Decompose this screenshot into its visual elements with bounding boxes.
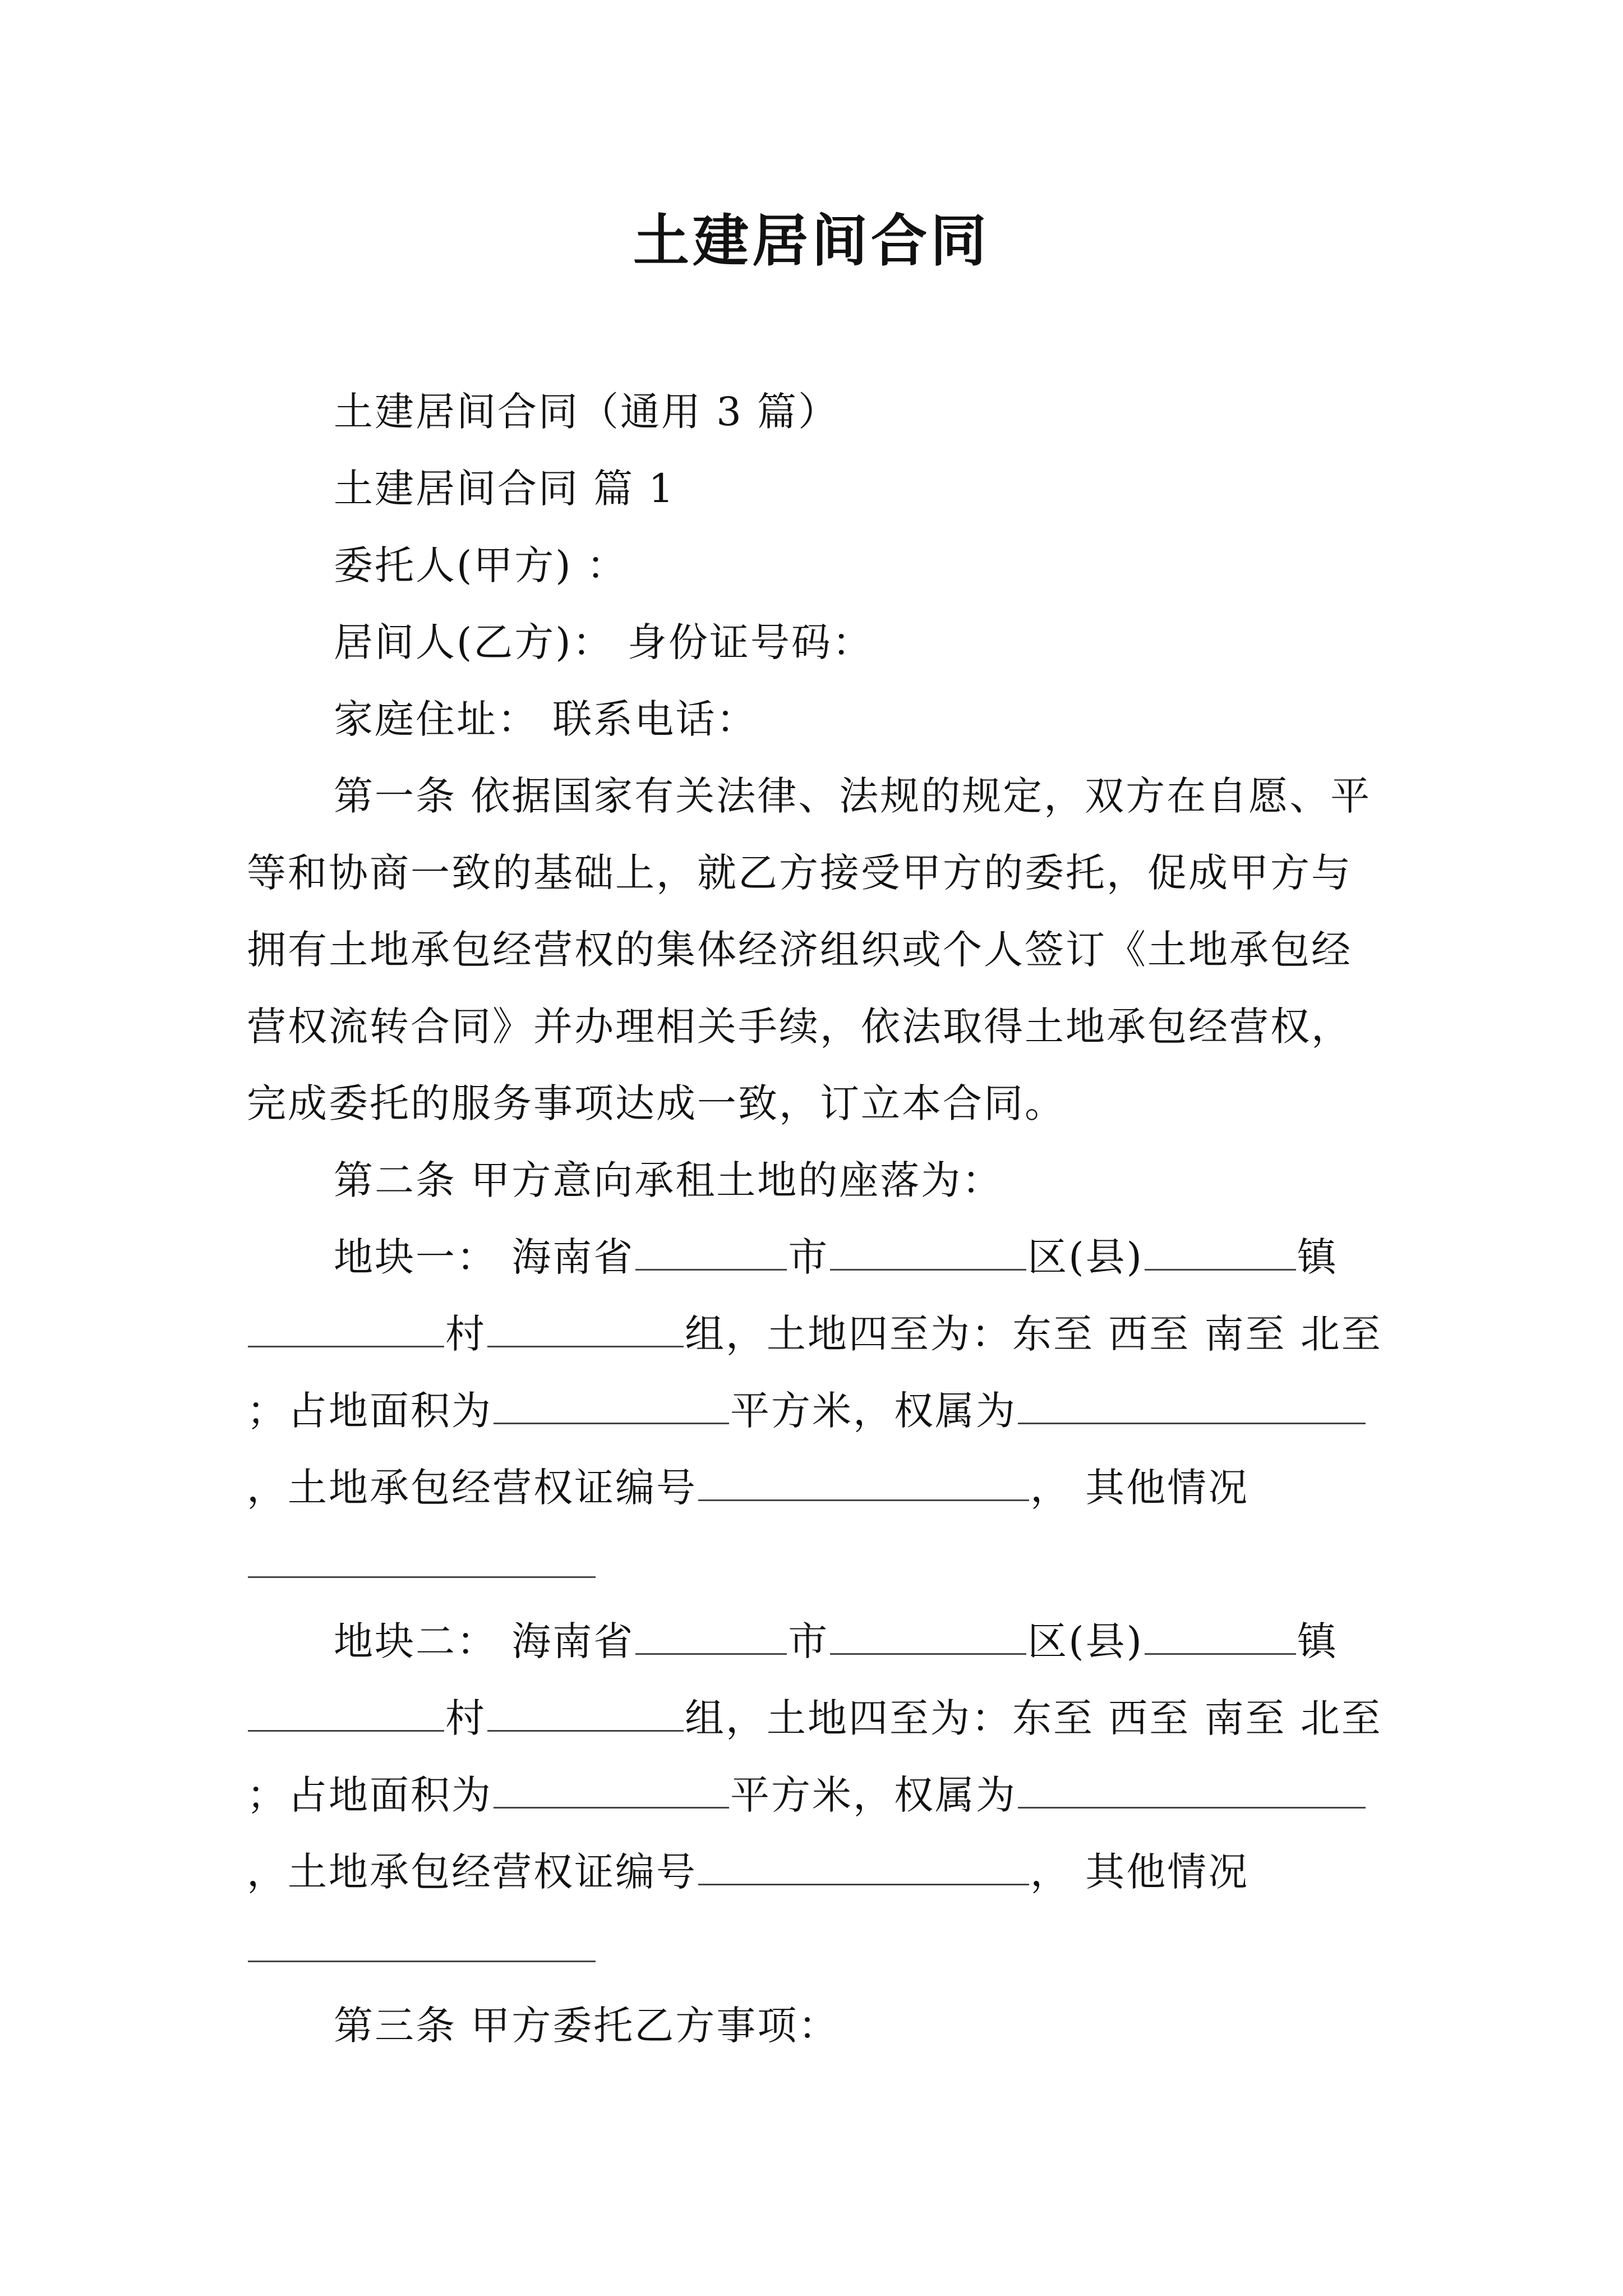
part-heading: 土建居间合同 篇 1 [334,466,676,512]
plot-2-group: 组，土地四至为：东至 西至 南至 北至 ；占地面积为 [247,1695,1382,1818]
document-body [247,374,1391,2064]
plot-2-cert: ，土地承包经营权证编号 [247,1849,697,1895]
blank-field [248,1313,444,1347]
blank-field [494,1390,729,1424]
plot-2-village: 村 [445,1695,486,1741]
plot-1-town: 镇 [1297,1234,1338,1280]
blank-field [1018,1390,1366,1424]
blank-field [698,1467,1029,1501]
blank-field [830,1621,1026,1655]
plot-2-city: 市 [788,1618,829,1664]
plot-2-area-unit: 平方米，权属为 [730,1772,1017,1818]
plot-1-other: ， 其他情况 [1030,1465,1249,1511]
blank-field [487,1313,684,1347]
plot-1-paragraph [247,1219,1391,1603]
article-1: 第一条 依据国家有关法律、法规的规定，双方在自愿、平等和协商一致的基础上，就乙方接受甲方的委托，促成甲方与拥有土地承包经营权的集体经济组织或个人签订《土地承包经营权流转合同》并办理相关手续，依法取得土地承包经营权，完成委托的服务事项达成一致，订立本合同。 [247,773,1372,1126]
plot-1-area-unit: 平方米，权属为 [730,1388,1017,1434]
document-title: 土建居间合同 [633,208,990,274]
plot-2-district: 区(县) [1027,1618,1144,1664]
blank-field [248,1697,444,1732]
blank-field [698,1851,1029,1885]
plot-2-other: ， 其他情况 [1030,1849,1249,1895]
blank-field [635,1236,787,1271]
blank-field [1145,1621,1296,1655]
blank-field [830,1236,1026,1271]
plot-1-city: 市 [788,1234,829,1280]
article-2: 第二条 甲方意向承租土地的座落为： [334,1157,1003,1203]
plot-2-town: 镇 [1297,1618,1338,1664]
blank-field [1145,1236,1296,1271]
plot-2-label: 地块二： [334,1618,497,1664]
plot-1-village: 村 [445,1311,486,1357]
blank-field [1018,1774,1366,1809]
plot-1-cert: ，土地承包经营权证编号 [247,1465,697,1511]
blank-field [494,1774,729,1809]
plot-1-province: 海南省 [511,1234,635,1280]
plot-2-province: 海南省 [511,1618,635,1664]
blank-field [248,1928,596,1962]
article-3: 第三条 甲方委托乙方事项： [334,2003,840,2049]
blank-field [487,1697,684,1732]
plot-1-group: 组，土地四至为：东至 西至 南至 北至 ；占地面积为 [247,1311,1382,1434]
plot-2-paragraph [247,1603,1391,1987]
subtitle-line: 土建居间合同（通用 3 篇） [334,389,840,435]
plot-1-district: 区(县) [1027,1234,1144,1280]
address-line: 家庭住址： 联系电话： [334,696,758,742]
blank-field [248,1544,596,1578]
plot-1-label: 地块一： [334,1234,497,1280]
party-b-line: 居间人(乙方)： 身份证号码： [334,619,873,665]
blank-field [635,1621,787,1655]
party-a-line: 委托人(甲方) ： [334,542,628,588]
